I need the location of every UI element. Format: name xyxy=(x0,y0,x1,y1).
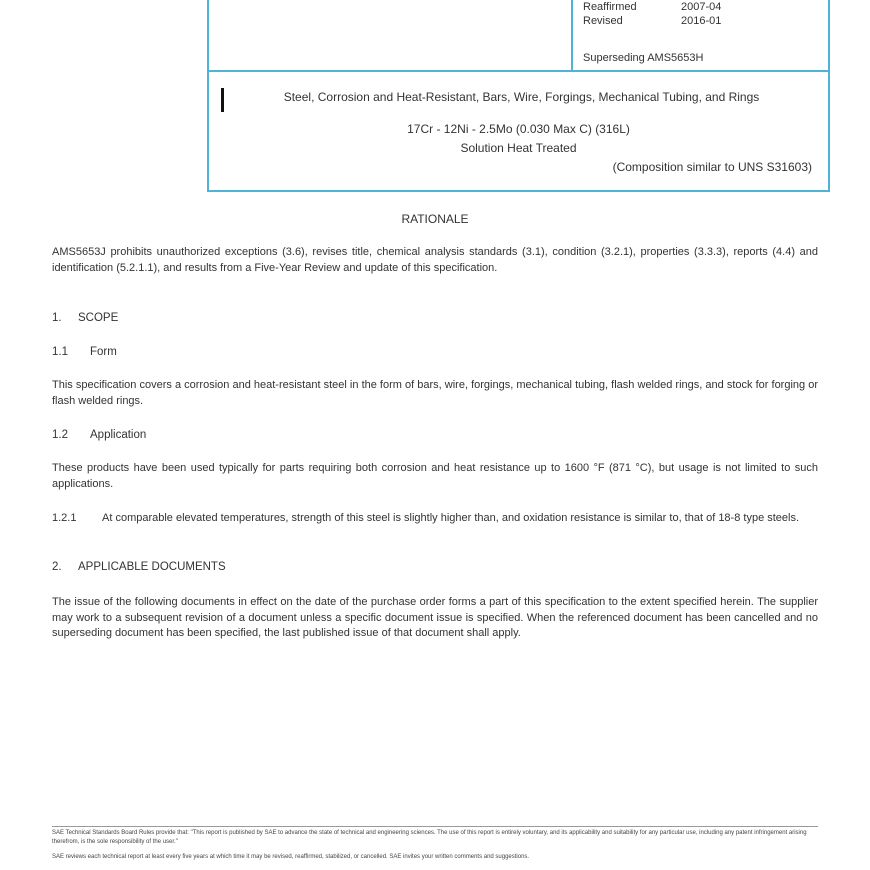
spec-header-box xyxy=(207,0,830,192)
section-title: APPLICABLE DOCUMENTS xyxy=(78,561,226,573)
applicable-paragraph: The issue of the following documents in effect on the date of the purchase order forms a part of this specification to the extent specified herein. The supplier may work to a subsequent revision of a document unless a specific document issue is specified. When the referenced document has been cancelled and no superseding document has been specified, the last published issue of that document shall apply. xyxy=(52,596,818,639)
revised-label: Revised xyxy=(583,15,623,27)
spec-title-block xyxy=(209,72,828,190)
spec-title-line1: Steel, Corrosion and Heat-Resistant, Bars, Wire, Forgings, Mechanical Tubing, and Rings xyxy=(283,90,760,104)
revision-change-bar xyxy=(221,88,224,112)
header-dates-cell xyxy=(573,0,828,72)
spec-title-line4: (Composition similar to UNS S31603) xyxy=(612,160,812,174)
reaffirmed-label: Reaffirmed xyxy=(583,1,637,13)
section-number: 1.1 xyxy=(52,346,68,358)
reaffirmed-date: 2007-04 xyxy=(681,1,722,13)
section-form-heading xyxy=(52,346,117,358)
spec-title-line2: 17Cr - 12Ni - 2.5Mo (0.030 Max C) (316L) xyxy=(407,122,630,136)
rationale-text: AMS5653J prohibits unauthorized exceptions (3.6), revises title, chemical analysis standards (3.1), condition (3.2.1), properties (3.3.3), reports (4.4) and identification (5.2.1.1), and results from a Five-Year Review and update of this specification. xyxy=(52,246,818,274)
section-number: 1.2 xyxy=(52,429,68,441)
reaffirmed-row xyxy=(583,1,721,13)
section-applicable-heading xyxy=(52,561,226,573)
section-title: SCOPE xyxy=(78,312,119,324)
revised-date: 2016-01 xyxy=(681,15,722,27)
section-application-heading xyxy=(52,429,146,441)
header-left-cell xyxy=(209,0,573,72)
form-paragraph: This specification covers a corrosion and heat-resistant steel in the form of bars, wire, forgings, mechanical tubing, flash welded rings, and stock for forging or flash welded rings. xyxy=(52,379,818,407)
section-number: 1.2.1 xyxy=(52,512,77,524)
superseding-note: Superseding AMS5653H xyxy=(583,52,704,64)
application-paragraph: These products have been used typically for parts requiring both corrosion and heat resistance up to 1600 °F (871 °C), but usage is not limited to such applications. xyxy=(52,462,818,490)
section-title: Application xyxy=(90,429,147,441)
revised-row xyxy=(583,15,721,27)
subsection-text: At comparable elevated temperatures, strength of this steel is slightly higher than, and oxidation resistance is similar to, that of 18-8 type steels. xyxy=(102,512,800,524)
section-scope-heading xyxy=(52,312,118,324)
section-number: 2. xyxy=(52,561,62,573)
section-title: Form xyxy=(90,346,117,358)
subsection-1-2-1 xyxy=(52,511,818,527)
rationale-heading: RATIONALE xyxy=(401,212,469,226)
footer-disclaimer: SAE Technical Standards Board Rules provide that: "This report is published by SAE to advance the state of technical and engineering sciences. The use of this report is entirely voluntary, and its applicability and suitability for any particular use, including any patent infringement arising therefrom, is the sole responsibility of the user." xyxy=(52,830,807,845)
section-number: 1. xyxy=(52,312,62,324)
spec-title-line3: Solution Heat Treated xyxy=(460,141,577,155)
footer-review-note: SAE reviews each technical report at least every five years at which time it may be revised, reaffirmed, stabilized, or cancelled. SAE invites your written comments and suggestions. xyxy=(52,854,530,860)
footer-divider xyxy=(52,826,818,827)
